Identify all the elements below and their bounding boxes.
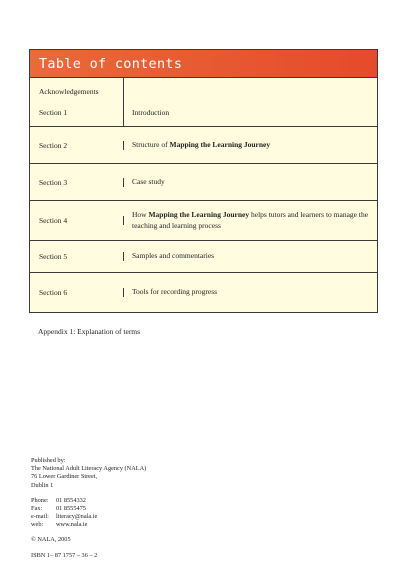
- section-description: Tools for recording progress: [132, 287, 218, 297]
- section-description: Structure of Mapping the Learning Journey: [132, 139, 271, 149]
- contact-phone: Phone: 01 8554332: [31, 496, 86, 504]
- section-label: Section 5: [39, 252, 68, 261]
- toc-row-section-3: [30, 164, 377, 201]
- section-label: Section 4: [39, 216, 68, 225]
- acknowledgements-label: Acknowledgements: [39, 87, 99, 96]
- toc-row-section-1: [30, 78, 377, 127]
- appendix-entry: Appendix 1: Explanation of terms: [38, 327, 141, 336]
- isbn-number: ISBN 1– 87 1757 – 36 – 2: [31, 551, 98, 559]
- toc-title: Table of contents: [39, 55, 183, 72]
- toc-row-section-5: [30, 241, 377, 273]
- toc-body: [30, 78, 377, 312]
- publisher-name: The National Adult Literacy Agency (NALA): [31, 465, 147, 473]
- section-label: Section 3: [39, 177, 68, 187]
- toc-header: [30, 50, 377, 78]
- contact-fax: Fax: 01 8555475: [31, 504, 86, 512]
- address-line-1: 76 Lower Gardiner Street,: [31, 473, 98, 481]
- section-description: Case study: [132, 176, 165, 186]
- toc-row-section-6: [30, 273, 377, 312]
- published-by-label: Published by:: [31, 457, 66, 464]
- section-description: Samples and commentaries: [132, 251, 215, 261]
- copyright-notice: © NALA, 2005: [31, 536, 71, 544]
- section-description: Introduction: [132, 108, 170, 117]
- table-of-contents: [29, 49, 378, 313]
- toc-row-section-2: [30, 127, 377, 164]
- section-label: Section 6: [39, 288, 68, 297]
- contact-web: web: www.nala.ie: [31, 521, 88, 529]
- contact-email: e-mail: literacy@nala.ie: [31, 513, 98, 521]
- address-line-2: Dublin 1: [31, 481, 54, 489]
- section-label: Section 1: [39, 108, 68, 117]
- section-label: Section 2: [39, 140, 68, 150]
- publication-info: [31, 457, 146, 560]
- section-description: How Mapping the Learning Journey helps tutors and learners to manage the teaching and learning process: [132, 209, 369, 230]
- toc-row-section-4: [30, 201, 377, 241]
